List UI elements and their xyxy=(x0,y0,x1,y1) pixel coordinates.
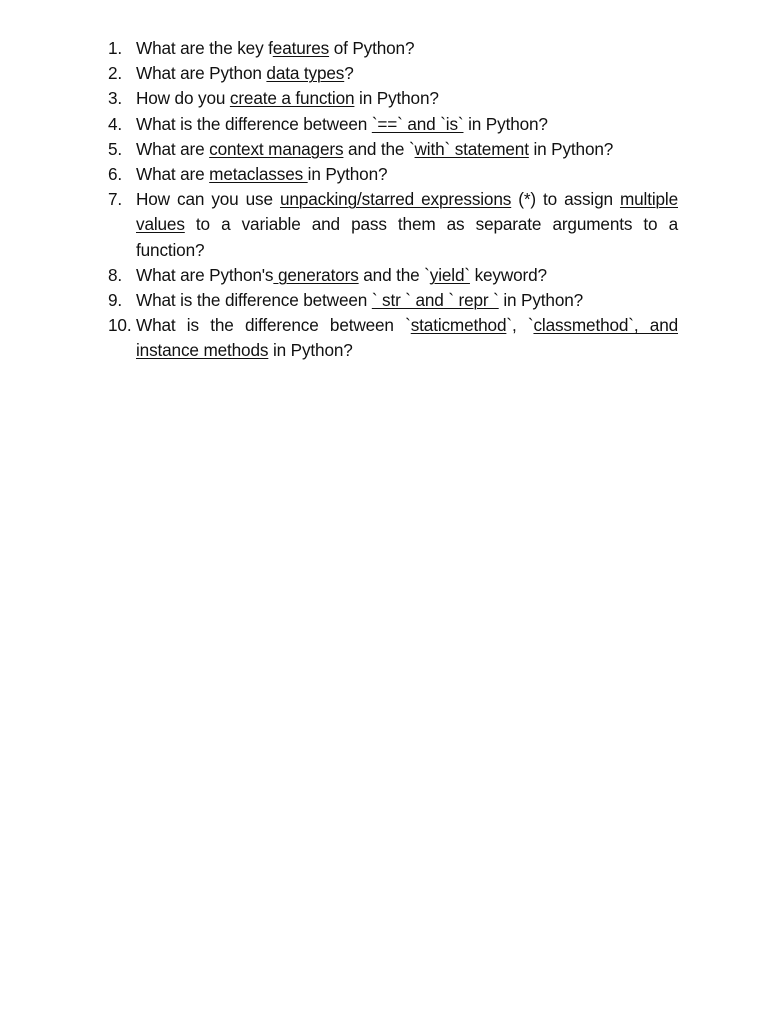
text-segment: keyword? xyxy=(469,264,547,285)
underlined-phrase: create a function xyxy=(229,88,355,109)
question-text xyxy=(136,315,678,360)
text-segment: What is the difference between ` xyxy=(136,315,411,336)
underlined-phrase: multiple values xyxy=(136,189,678,235)
question-item xyxy=(108,313,678,363)
text-segment: What are Python xyxy=(136,63,267,84)
text-segment: in Python? xyxy=(528,138,614,159)
underlined-phrase: classmethod`, and instance methods xyxy=(136,315,679,361)
text-segment: of Python? xyxy=(329,38,415,58)
question-number: 9. xyxy=(108,290,123,311)
underlined-phrase: yield` xyxy=(429,264,470,285)
underlined-phrase: staticmethod xyxy=(410,315,507,336)
underlined-phrase: data types xyxy=(266,63,345,84)
question-list xyxy=(108,36,678,364)
text-segment: in Python? xyxy=(268,340,353,361)
underlined-phrase: with` statement xyxy=(414,138,529,159)
text-segment: ? xyxy=(344,63,354,84)
question-item xyxy=(108,112,678,137)
text-segment: in Python? xyxy=(463,113,548,134)
question-number: 8. xyxy=(108,264,123,285)
question-number: 6. xyxy=(108,164,123,185)
question-item xyxy=(108,137,678,162)
question-text xyxy=(136,114,548,134)
question-text xyxy=(136,265,547,285)
text-segment: and the ` xyxy=(343,138,415,159)
question-number: 5. xyxy=(108,138,123,159)
text-segment: What is the difference between xyxy=(136,113,372,134)
question-text xyxy=(136,63,354,83)
question-text xyxy=(136,290,583,310)
question-number: 3. xyxy=(108,88,123,109)
text-segment: to a variable and pass them as separate arguments to a function? xyxy=(136,214,678,260)
underlined-phrase: context managers xyxy=(209,138,344,159)
underlined-phrase: ` str ` and ` repr ` xyxy=(371,290,499,311)
underlined-phrase: eatures xyxy=(272,38,330,58)
text-segment: `, ` xyxy=(506,315,534,336)
underlined-phrase: `==` and `is` xyxy=(371,113,464,134)
question-text xyxy=(136,189,678,259)
question-item xyxy=(108,36,678,61)
question-number: 10. xyxy=(108,315,132,336)
text-segment: What are Python's xyxy=(136,264,274,285)
underlined-phrase: metaclasses xyxy=(209,164,308,185)
question-item xyxy=(108,86,678,111)
text-segment: What are xyxy=(136,164,210,185)
question-item xyxy=(108,61,678,86)
text-segment: (*) to assign xyxy=(511,189,620,210)
question-text xyxy=(136,38,414,58)
question-text xyxy=(136,88,439,108)
underlined-phrase: unpacking/starred expressions xyxy=(279,189,512,210)
question-item xyxy=(108,162,678,187)
question-item xyxy=(108,288,678,313)
underlined-phrase: generators xyxy=(273,264,359,285)
text-segment: How do you xyxy=(136,88,230,109)
question-item xyxy=(108,263,678,288)
question-number: 7. xyxy=(108,189,123,210)
question-text xyxy=(136,139,613,159)
text-segment: What are xyxy=(136,138,210,159)
question-number: 2. xyxy=(108,63,123,84)
question-number: 1. xyxy=(108,38,123,58)
text-segment: What is the difference between xyxy=(136,290,372,311)
question-item xyxy=(108,187,678,263)
text-segment: in Python? xyxy=(354,88,439,109)
text-segment: How can you use xyxy=(136,189,280,210)
text-segment: What are the key f xyxy=(136,38,273,58)
question-text xyxy=(136,164,387,184)
text-segment: in Python? xyxy=(307,164,388,185)
question-number: 4. xyxy=(108,113,123,134)
text-segment: and the ` xyxy=(358,264,430,285)
text-segment: in Python? xyxy=(498,290,584,311)
